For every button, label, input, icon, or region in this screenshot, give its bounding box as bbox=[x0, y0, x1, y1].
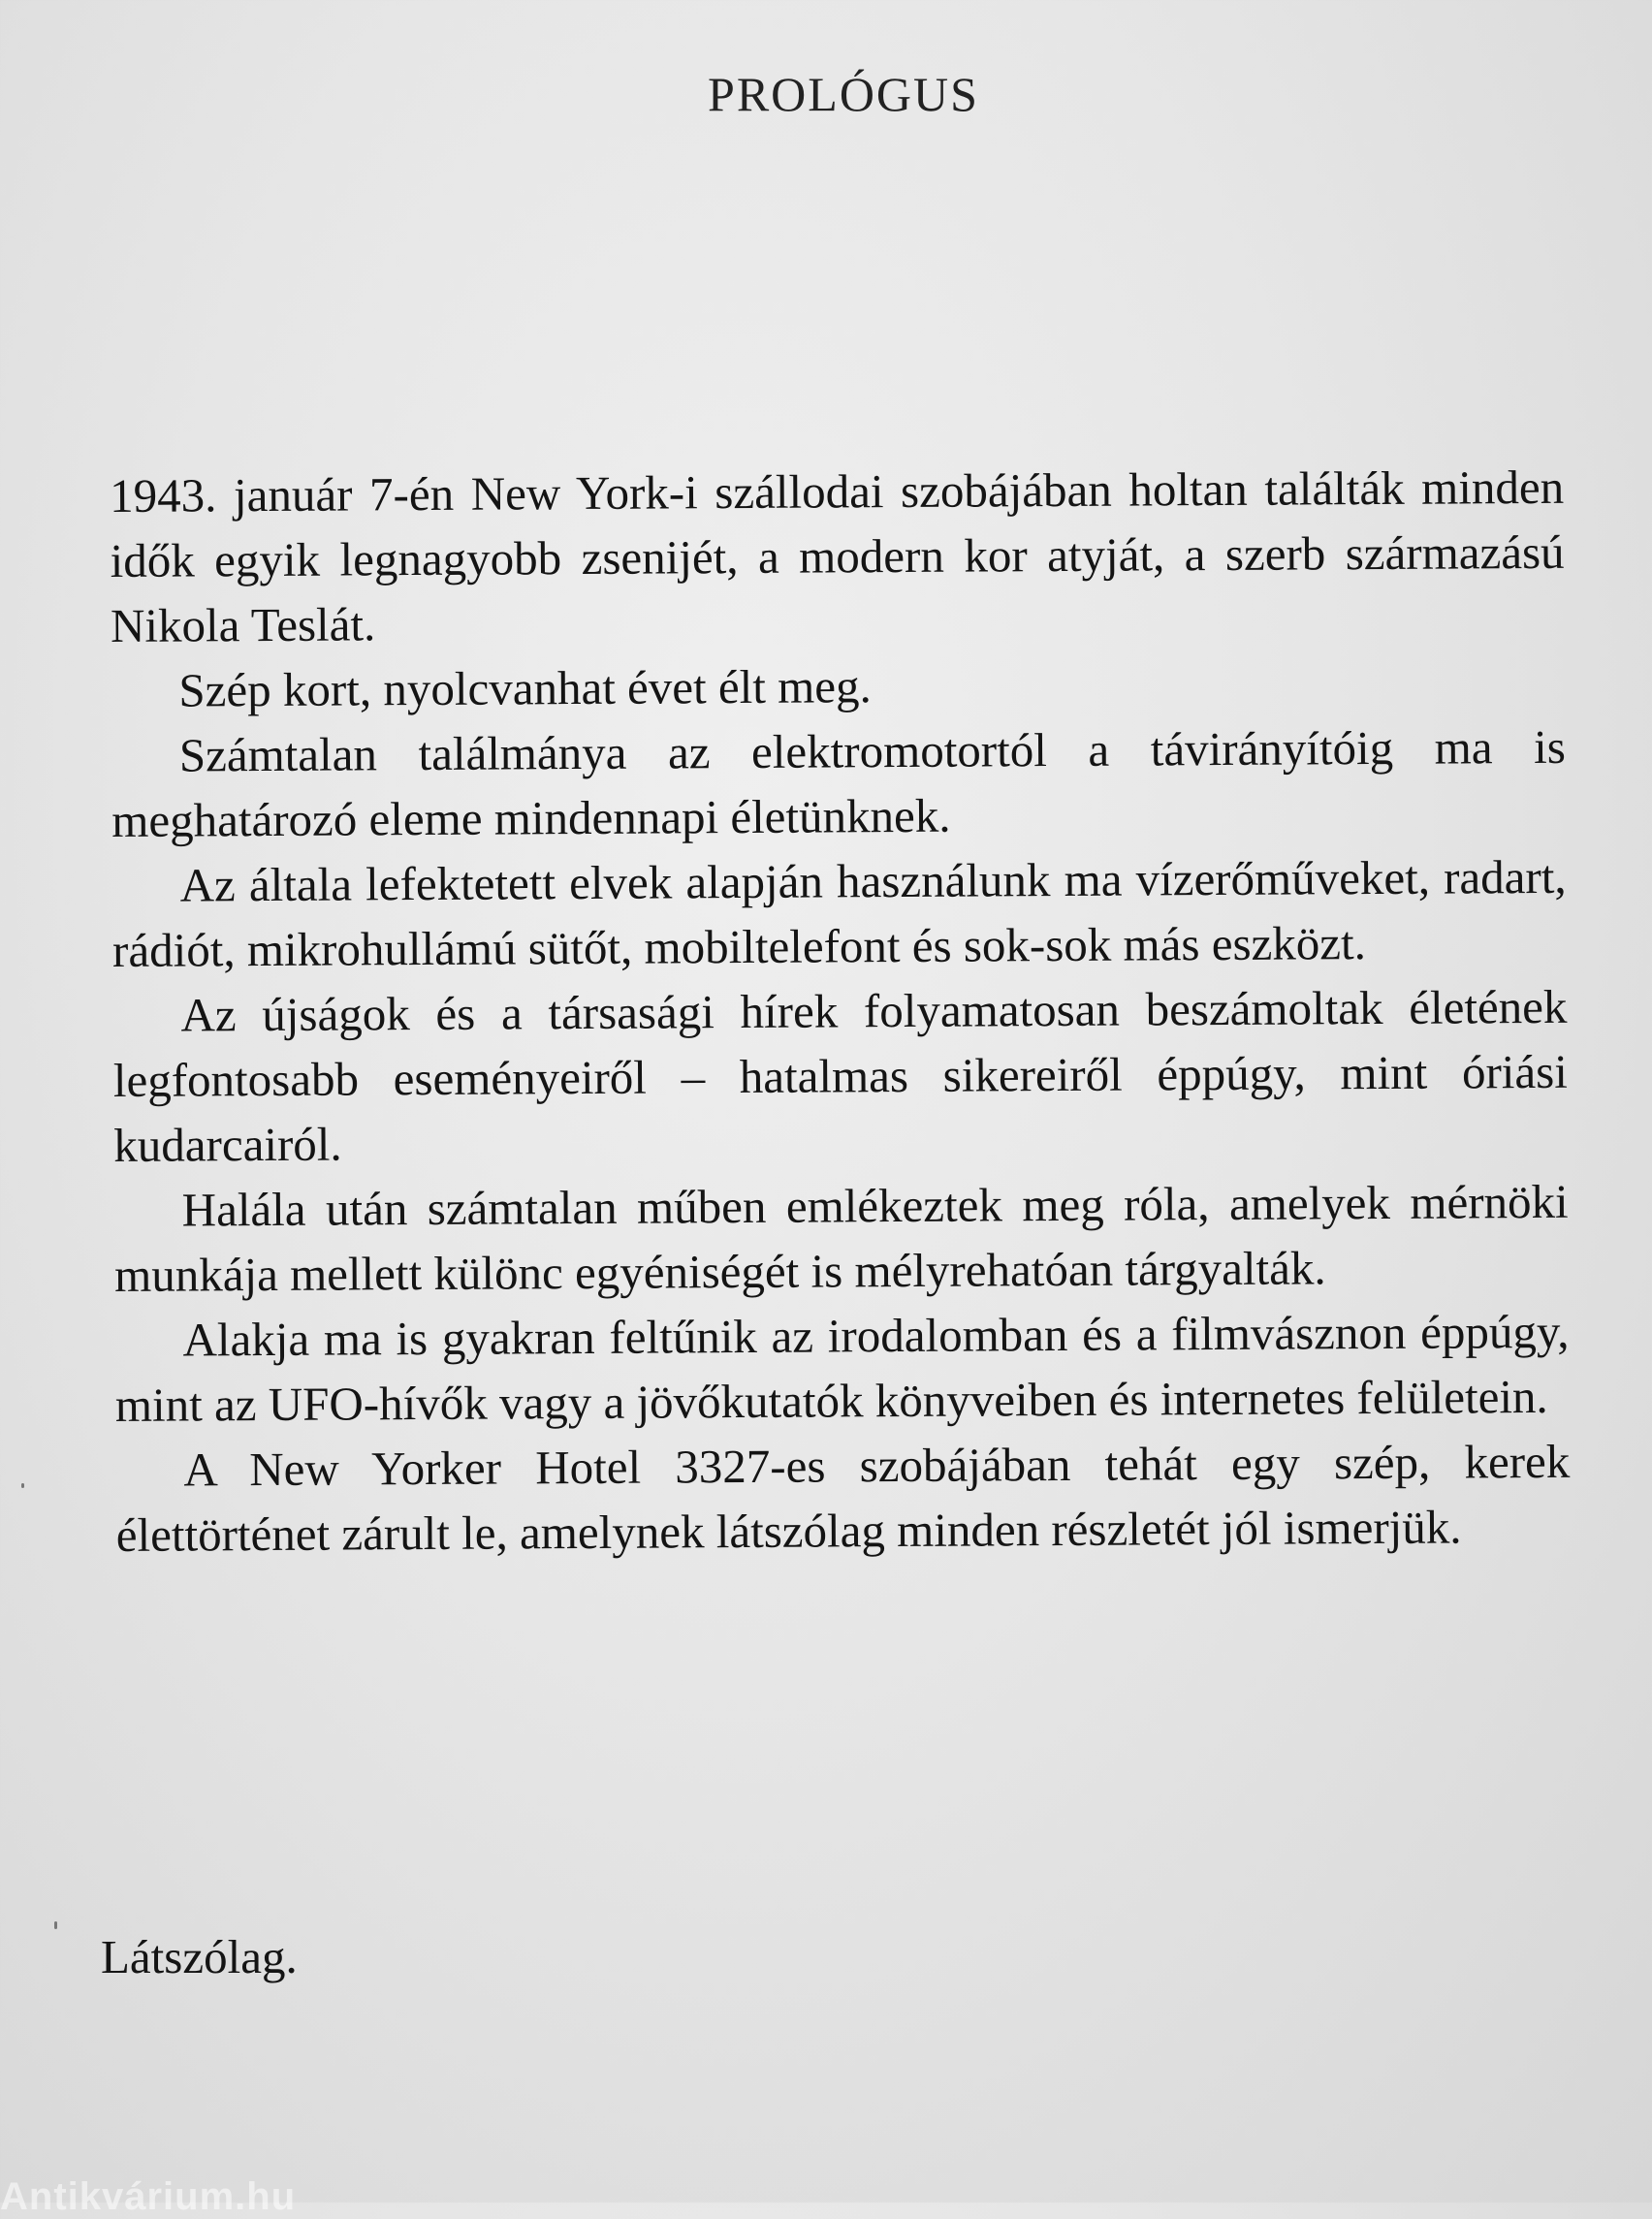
paragraph: A New Yorker Hotel 3327-es szobájában tehát egy szép, kerek élettörténet zárult le, amelynek látszólag minden részletét jól ismerjük. bbox=[115, 1434, 1571, 1562]
watermark: Antikvárium.hu bbox=[0, 2175, 297, 2218]
paper-speck bbox=[54, 1921, 57, 1929]
prologue-body bbox=[110, 455, 1571, 1568]
chapter-title: PROLÓGUS bbox=[708, 67, 979, 121]
paragraph: Halála után számtalan műben emlékeztek meg róla, amelyek mérnöki munkája mellett különc egyéniségét is mélyrehatóan tárgyalták. bbox=[113, 1174, 1569, 1302]
paragraph: Az újságok és a társasági hírek folyamatosan beszámoltak életének legfontosabb eseményeiről – hatalmas sikereiről éppúgy, mint óriási kudarcairól. bbox=[112, 979, 1569, 1172]
closing-line: Látszólag. bbox=[101, 1930, 298, 1983]
paragraph: Alakja ma is gyakran feltűnik az irodalomban és a filmvásznon éppúgy, mint az UFO-hívők vagy a jövőkutatók könyveiben és internetes felületein. bbox=[114, 1304, 1570, 1432]
paragraph: Számtalan találmánya az elektromotortól a távirányítóig ma is meghatározó eleme mindennapi életünknek. bbox=[111, 719, 1566, 847]
paragraph: Szép kort, nyolcvanhat évet élt meg. bbox=[178, 659, 872, 717]
paragraph: Az általa lefektetett elvek alapján használunk ma vízerőműveket, radart, rádiót, mikrohullámú sütőt, mobiltelefont és sok-sok más eszközt. bbox=[111, 849, 1567, 977]
paper-speck bbox=[21, 1483, 24, 1488]
paragraph: 1943. január 7-én New York-i szállodai szobájában holtan találták minden idők egyik legnagyobb zsenijét, a modern kor atyját, a szerb származású Nikola Teslát. bbox=[110, 460, 1565, 652]
